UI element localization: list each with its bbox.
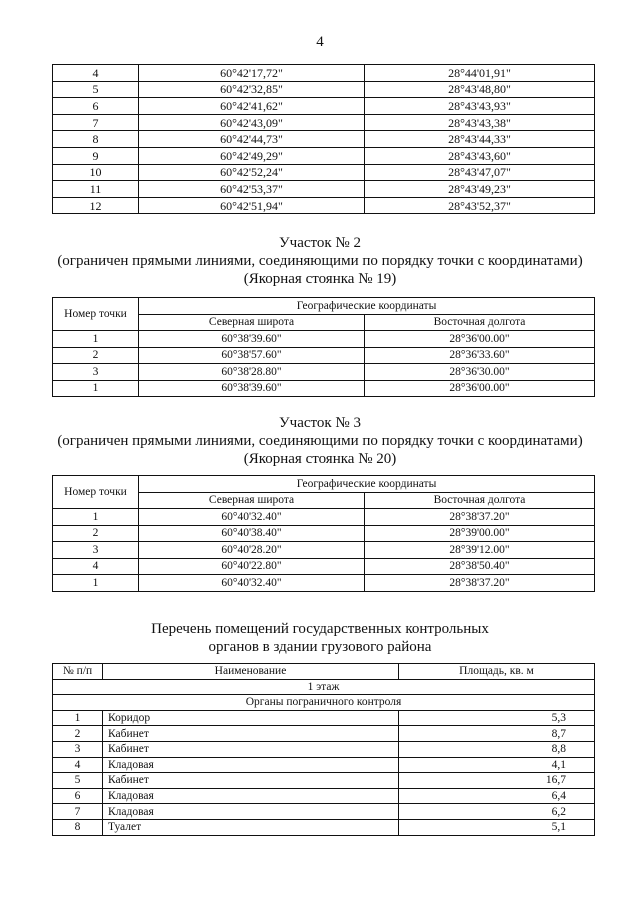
cell-value-1: 60°40'38.40" bbox=[139, 525, 365, 542]
cell-num: 7 bbox=[53, 804, 103, 820]
table-row bbox=[53, 364, 595, 381]
table-row bbox=[53, 347, 595, 364]
cell-num: 6 bbox=[53, 98, 139, 115]
header-geo-coordinates: Географические координаты bbox=[139, 476, 595, 493]
header-north-latitude: Северная широта bbox=[139, 314, 365, 331]
cell-value-1: Кладовая bbox=[103, 757, 399, 773]
cell-value-2: 28°36'30.00" bbox=[365, 364, 595, 381]
cell-num: 6 bbox=[53, 788, 103, 804]
cell-num: 4 bbox=[53, 757, 103, 773]
table-row bbox=[53, 726, 595, 742]
cell-value-2: 16,7 bbox=[399, 773, 595, 789]
section-3-title: Участок № 3 bbox=[279, 415, 361, 431]
cell-value-2: 28°38'50.40" bbox=[365, 558, 595, 575]
cell-value-2: 28°36'00.00" bbox=[365, 331, 595, 348]
cell-value-2: 5,1 bbox=[399, 819, 595, 835]
cell-num: 2 bbox=[53, 347, 139, 364]
cell-num: 1 bbox=[53, 380, 139, 397]
cell-value-1: 60°40'32.40" bbox=[139, 509, 365, 526]
cell-value-2: 28°39'12.00" bbox=[365, 542, 595, 559]
header-geo-coordinates: Географические координаты bbox=[139, 298, 595, 315]
table-row bbox=[53, 147, 595, 164]
cell-value-1: 60°40'28.20" bbox=[139, 542, 365, 559]
header-row-number: № п/п bbox=[53, 664, 103, 680]
cell-num: 2 bbox=[53, 525, 139, 542]
cell-num: 7 bbox=[53, 114, 139, 131]
cell-num: 11 bbox=[53, 181, 139, 198]
coordinates-table-continued bbox=[52, 64, 595, 214]
table-row bbox=[53, 757, 595, 773]
group-row: Органы пограничного контроля bbox=[53, 695, 595, 711]
table-row bbox=[53, 331, 595, 348]
table-row bbox=[53, 804, 595, 820]
cell-value-1: 60°42'32,85" bbox=[139, 81, 365, 98]
premises-title-line-1: Перечень помещений государственных контрольных bbox=[151, 621, 489, 637]
cell-value-1: 60°40'32.40" bbox=[139, 575, 365, 592]
table-row bbox=[53, 164, 595, 181]
header-east-longitude: Восточная долгота bbox=[365, 492, 595, 509]
section-3-subtitle: (ограничен прямыми линиями, соединяющими по порядку точки с координатами) bbox=[57, 433, 583, 449]
cell-num: 12 bbox=[53, 197, 139, 214]
table-row bbox=[53, 788, 595, 804]
cell-value-1: 60°42'53,37" bbox=[139, 181, 365, 198]
premises-heading bbox=[0, 620, 640, 656]
cell-num: 9 bbox=[53, 147, 139, 164]
cell-value-2: 4,1 bbox=[399, 757, 595, 773]
cell-value-1: Кабинет bbox=[103, 773, 399, 789]
table-row bbox=[53, 542, 595, 559]
table-row bbox=[53, 575, 595, 592]
table-row bbox=[53, 81, 595, 98]
cell-value-2: 6,2 bbox=[399, 804, 595, 820]
header-east-longitude: Восточная долгота bbox=[365, 314, 595, 331]
table-row bbox=[53, 741, 595, 757]
cell-num: 8 bbox=[53, 131, 139, 148]
cell-value-2: 28°43'48,80" bbox=[365, 81, 595, 98]
table-row bbox=[53, 197, 595, 214]
cell-num: 4 bbox=[53, 558, 139, 575]
section-2-title: Участок № 2 bbox=[279, 235, 361, 251]
cell-num: 4 bbox=[53, 65, 139, 82]
header-north-latitude: Северная широта bbox=[139, 492, 365, 509]
cell-value-1: 60°42'52,24" bbox=[139, 164, 365, 181]
cell-value-1: Кабинет bbox=[103, 741, 399, 757]
table-row bbox=[53, 65, 595, 82]
cell-value-1: 60°42'43,09" bbox=[139, 114, 365, 131]
cell-num: 1 bbox=[53, 575, 139, 592]
cell-num: 8 bbox=[53, 819, 103, 835]
table-row bbox=[53, 509, 595, 526]
cell-num: 1 bbox=[53, 509, 139, 526]
table-row bbox=[53, 710, 595, 726]
cell-value-1: Кабинет bbox=[103, 726, 399, 742]
section-3-anchorage: (Якорная стоянка № 20) bbox=[243, 451, 397, 467]
cell-value-2: 28°43'43,60" bbox=[365, 147, 595, 164]
header-name: Наименование bbox=[103, 664, 399, 680]
cell-value-1: 60°42'49,29" bbox=[139, 147, 365, 164]
table-row bbox=[53, 819, 595, 835]
cell-value-1: Туалет bbox=[103, 819, 399, 835]
cell-value-2: 28°43'47,07" bbox=[365, 164, 595, 181]
cell-value-2: 8,7 bbox=[399, 726, 595, 742]
section-2-subtitle: (ограничен прямыми линиями, соединяющими по порядку точки с координатами) bbox=[57, 253, 583, 269]
section-2-anchorage: (Якорная стоянка № 19) bbox=[243, 271, 397, 287]
cell-value-1: 60°42'44,73" bbox=[139, 131, 365, 148]
header-point-number: Номер точки bbox=[53, 476, 139, 509]
cell-num: 5 bbox=[53, 773, 103, 789]
table-row bbox=[53, 558, 595, 575]
cell-value-2: 28°43'52,37" bbox=[365, 197, 595, 214]
cell-num: 10 bbox=[53, 164, 139, 181]
cell-value-2: 28°43'44,33" bbox=[365, 131, 595, 148]
cell-value-2: 28°39'00.00" bbox=[365, 525, 595, 542]
section-3-coordinates-table bbox=[52, 475, 595, 592]
table-row bbox=[53, 114, 595, 131]
cell-value-2: 28°38'37.20" bbox=[365, 575, 595, 592]
cell-num: 5 bbox=[53, 81, 139, 98]
table-row bbox=[53, 773, 595, 789]
cell-num: 3 bbox=[53, 741, 103, 757]
cell-value-1: 60°38'28.80" bbox=[139, 364, 365, 381]
cell-value-2: 8,8 bbox=[399, 741, 595, 757]
cell-value-1: 60°40'22.80" bbox=[139, 558, 365, 575]
cell-value-1: 60°38'57.60" bbox=[139, 347, 365, 364]
cell-value-2: 28°36'00.00" bbox=[365, 380, 595, 397]
cell-num: 1 bbox=[53, 710, 103, 726]
cell-value-1: 60°42'17,72" bbox=[139, 65, 365, 82]
table-row bbox=[53, 380, 595, 397]
cell-value-1: Кладовая bbox=[103, 788, 399, 804]
header-point-number: Номер точки bbox=[53, 298, 139, 331]
floor-row: 1 этаж bbox=[53, 679, 595, 695]
cell-value-2: 28°43'43,38" bbox=[365, 114, 595, 131]
cell-value-1: Коридор bbox=[103, 710, 399, 726]
cell-value-2: 28°38'37.20" bbox=[365, 509, 595, 526]
cell-value-2: 6,4 bbox=[399, 788, 595, 804]
cell-num: 3 bbox=[53, 542, 139, 559]
cell-num: 2 bbox=[53, 726, 103, 742]
cell-value-2: 28°36'33.60" bbox=[365, 347, 595, 364]
cell-value-2: 28°43'43,93" bbox=[365, 98, 595, 115]
cell-num: 3 bbox=[53, 364, 139, 381]
cell-value-1: 60°38'39.60" bbox=[139, 380, 365, 397]
cell-num: 1 bbox=[53, 331, 139, 348]
cell-value-1: 60°42'51,94" bbox=[139, 197, 365, 214]
premises-title-line-2: органов в здании грузового района bbox=[208, 639, 432, 655]
cell-value-1: 60°42'41,62" bbox=[139, 98, 365, 115]
cell-value-1: Кладовая bbox=[103, 804, 399, 820]
table-row bbox=[53, 98, 595, 115]
section-3-heading bbox=[0, 414, 640, 468]
cell-value-2: 28°44'01,91" bbox=[365, 65, 595, 82]
premises-table bbox=[52, 663, 595, 836]
cell-value-2: 5,3 bbox=[399, 710, 595, 726]
section-2-coordinates-table bbox=[52, 297, 595, 397]
table-row bbox=[53, 131, 595, 148]
cell-value-2: 28°43'49,23" bbox=[365, 181, 595, 198]
section-2-heading bbox=[0, 234, 640, 288]
table-row bbox=[53, 525, 595, 542]
cell-value-1: 60°38'39.60" bbox=[139, 331, 365, 348]
table-row bbox=[53, 181, 595, 198]
header-area: Площадь, кв. м bbox=[399, 664, 595, 680]
page-number: 4 bbox=[316, 34, 324, 50]
